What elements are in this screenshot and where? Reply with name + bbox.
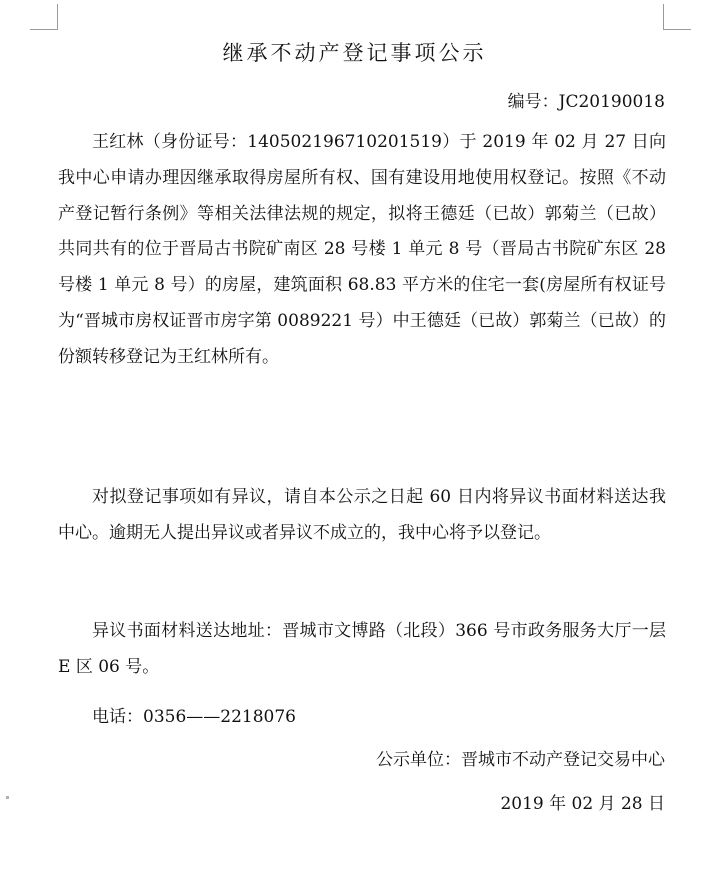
corner-mark-bottom-left	[6, 796, 9, 799]
paragraph-objection: 对拟登记事项如有异议，请自本公示之日起 60 日内将异议书面材料送达我中心。逾期无人提出异议或者异议不成立的，我中心将予以登记。	[58, 487, 666, 543]
corner-mark-top-left	[30, 29, 58, 30]
corner-mark-top-right	[663, 29, 691, 30]
serial-number: 编号：JC20190018	[507, 92, 665, 112]
paragraph-phone: 电话：0356——2218076	[92, 707, 296, 727]
document-title: 继承不动产登记事项公示	[222, 41, 487, 65]
corner-mark-top-left	[57, 4, 58, 30]
paragraph-address: 异议书面材料送达地址：晋城市文博路（北段）366 号市政务服务大厅一层 E 区 06 号。	[58, 621, 666, 677]
paragraph-main: 王红林（身份证号：140502196710201519）于 2019 年 02 月 27 日向我中心申请办理因继承取得房屋所有权、国有建设用地使用权登记。按照《不动产登记暂行条例》等相关法律法规的规定，拟将王德廷（已故）郭菊兰（已故）共同共有的位于晋局古书院矿南区 28 号楼 1 单元 8 号（晋局古书院矿东区 28 号楼 1 单元 8 号）的房屋，建筑面积 68.83 平方米的住宅一套(房屋所有权证号为“晋城市房权证晋市房字第 0089221 号）中王德廷（已故）郭菊兰（已故）的份额转移登记为王红林所有。	[58, 132, 666, 367]
corner-mark-top-right	[663, 4, 664, 30]
issue-date: 2019 年 02 月 28 日	[500, 794, 665, 814]
issuer-unit: 公示单位：晋城市不动产登记交易中心	[376, 750, 665, 770]
